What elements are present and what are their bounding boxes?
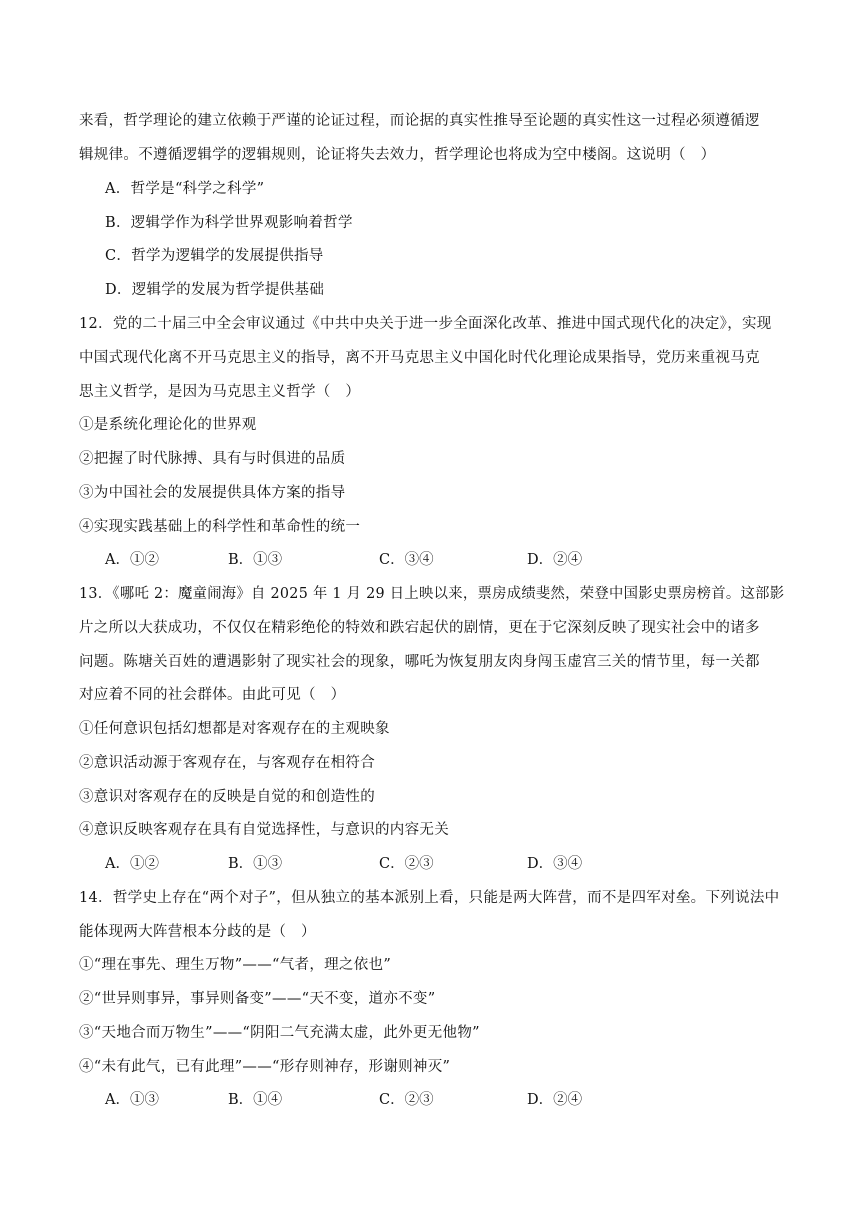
q14-option-b: B．①④ xyxy=(228,1092,283,1108)
q14-text-line: 能体现两大阵营根本分歧的是（ ） xyxy=(79,924,316,940)
q12-text-line: 12．党的二十届三中全会审议通过《中共中央关于进一步全面深化改革、推进中国式现代化的决定》，实现 xyxy=(79,316,772,332)
q12-option-c: C．③④ xyxy=(379,552,434,568)
q12-text-line: 中国式现代化离不开马克思主义的指导，离不开马克思主义中国化时代化理论成果指导，党历来重视马克 xyxy=(79,350,760,366)
q11-option-c: C．哲学为逻辑学的发展提供指导 xyxy=(105,248,324,264)
q11-option-b: B．逻辑学作为科学世界观影响着哲学 xyxy=(105,215,353,231)
q13-statement: ①任何意识包括幻想都是对客观存在的主观映象 xyxy=(79,721,390,737)
q13-text-line: 对应着不同的社会群体。由此可见（ ） xyxy=(79,687,346,703)
q12-statement: ②把握了时代脉搏、具有与时俱进的品质 xyxy=(79,451,346,467)
q11-text-line: 辑规律。不遵循逻辑学的逻辑规则，论证将失去效力，哲学理论也将成为空中楼阁。这说明（ ） xyxy=(79,147,716,163)
q12-statement: ③为中国社会的发展提供具体方案的指导 xyxy=(79,485,346,501)
q13-option-b: B．①③ xyxy=(228,856,283,872)
q13-statement: ③意识对客观存在的反映是自觉的和创造性的 xyxy=(79,789,375,805)
q14-statement: ③“天地合而万物生”——“阴阳二气充满太虚，此外更无他物” xyxy=(79,1025,480,1041)
q13-option-d: D．③④ xyxy=(527,856,583,872)
q12-text-line: 思主义哲学，是因为马克思主义哲学（ ） xyxy=(79,384,361,400)
q11-option-d: D．逻辑学的发展为哲学提供基础 xyxy=(105,282,325,298)
q13-statement: ④意识反映客观存在具有自觉选择性，与意识的内容无关 xyxy=(79,822,449,838)
q12-option-a: A．①② xyxy=(105,552,159,568)
q11-text-line: 来看，哲学理论的建立依赖于严谨的论证过程，而论据的真实性推导至论题的真实性这一过程必须遵循逻 xyxy=(79,113,760,129)
q14-statement: ②“世异则事异，事异则备变”——“天不变，道亦不变” xyxy=(79,991,436,1007)
q13-option-a: A．①② xyxy=(105,856,159,872)
q12-statement: ④实现实践基础上的科学性和革命性的统一 xyxy=(79,519,361,535)
q13-option-c: C．②③ xyxy=(379,856,434,872)
q12-statement: ①是系统化理论化的世界观 xyxy=(79,417,257,433)
q12-option-d: D．②④ xyxy=(527,552,583,568)
q14-option-a: A．①③ xyxy=(105,1092,159,1108)
q13-text-line: 13．《哪吒 2：魔童闹海》自 2025 年 1 月 29 日上映以来，票房成绩斐然，荣登中国影史票房榜首。这部影 xyxy=(79,586,785,602)
q14-text-line: 14．哲学史上存在“两个对子”，但从独立的基本派别上看，只能是两大阵营，而不是四军对垒。下列说法中 xyxy=(79,890,780,906)
q11-option-a: A．哲学是“科学之科学” xyxy=(105,181,265,197)
q14-statement: ①“理在事先、理生万物”——“气者，理之依也” xyxy=(79,957,392,973)
q13-text-line: 问题。陈塘关百姓的遭遇影射了现实社会的现象，哪吒为恢复朋友肉身闯玉虚宫三关的情节里，每一关都 xyxy=(79,654,760,670)
q14-statement: ④“未有此气，已有此理”——“形存则神存，形谢则神灭” xyxy=(79,1059,451,1075)
q14-option-d: D．②④ xyxy=(527,1092,583,1108)
q14-option-c: C．②③ xyxy=(379,1092,434,1108)
q12-option-b: B．①③ xyxy=(228,552,283,568)
q13-text-line: 片之所以大获成功，不仅仅在精彩绝伦的特效和跌宕起伏的剧情，更在于它深刻反映了现实社会中的诸多 xyxy=(79,620,760,636)
q13-statement: ②意识活动源于客观存在，与客观存在相符合 xyxy=(79,755,375,771)
